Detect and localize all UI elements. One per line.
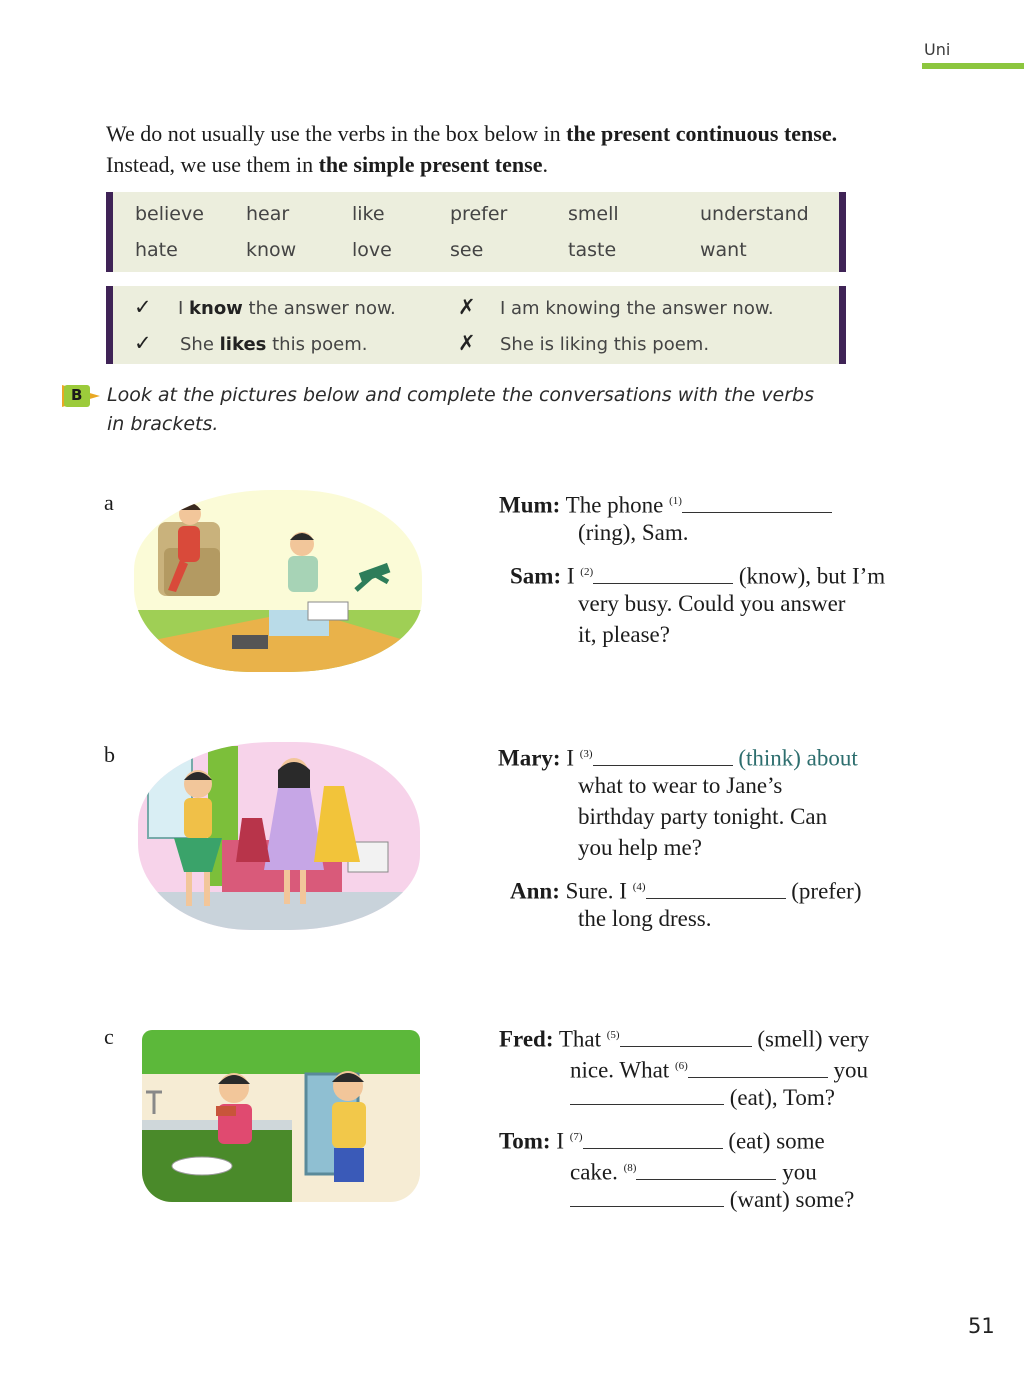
illustration-mum-and-sam (134, 490, 422, 672)
answer-blank-2[interactable] (593, 563, 733, 584)
example-text: this poem. (266, 334, 368, 355)
intro-bold-2: the simple present tense (318, 152, 543, 177)
section-b-tag (62, 385, 102, 407)
dialogue-text: I (566, 745, 580, 771)
answer-blank-6a[interactable] (688, 1057, 828, 1078)
verb-box-right-edge (839, 192, 846, 272)
verb-word: prefer (450, 203, 508, 225)
verb-word: see (450, 239, 484, 261)
speaker-fred: Fred: (499, 1026, 554, 1052)
dialogue-text: nice. What (570, 1057, 675, 1083)
intro-text-3: . (542, 152, 548, 177)
blank-number: (3) (579, 748, 593, 760)
dialogue-sam-line-1 (510, 557, 885, 592)
verb-word: want (700, 239, 747, 261)
dialogue-text: The phone (565, 492, 670, 518)
verb-word: like (352, 203, 385, 225)
answer-blank-7[interactable] (583, 1128, 723, 1149)
dialogue-mary-line-4: you help me? (578, 835, 702, 860)
illustration-fred-and-tom (142, 1030, 420, 1202)
verb-word: smell (568, 203, 619, 225)
dialogue-tom-line-1 (499, 1122, 825, 1157)
dialogue-text: (eat), Tom? (724, 1085, 836, 1110)
wrong-example-2: She is liking this poem. (500, 334, 710, 355)
dialogue-fred-line-2 (570, 1051, 868, 1086)
dialogue-text: (know), but I’m (733, 563, 886, 589)
dialogue-ann-line-1 (510, 872, 861, 907)
answer-blank-6b[interactable] (570, 1084, 724, 1105)
check-icon: ✓ (134, 331, 152, 355)
dialogue-fred-line-1 (499, 1020, 869, 1055)
dialogue-mary-line-2: what to wear to Jane’s (578, 773, 783, 798)
verb-word: love (352, 239, 392, 261)
instruction-line: Look at the pictures below and complete the conversations with the verbs (107, 384, 814, 406)
correct-example-1 (178, 298, 396, 319)
correct-example-2 (180, 334, 367, 355)
blank-number: (5) (606, 1029, 620, 1041)
blank-number: (4) (632, 881, 646, 893)
verb-word: know (246, 239, 297, 261)
dialogue-text: (think) about (732, 745, 858, 771)
dialogue-text: (smell) very (751, 1026, 870, 1052)
dialogue-mary-line-1 (498, 739, 858, 774)
item-letter-b: b (104, 742, 115, 767)
check-icon: ✓ (134, 295, 152, 319)
example-verb: likes (219, 334, 267, 355)
illustration-b-art (138, 742, 420, 930)
dialogue-text: I (556, 1128, 570, 1154)
cross-icon: ✗ (458, 295, 476, 319)
dialogue-tom-line-3 (570, 1184, 854, 1215)
illustration-a-art (134, 490, 422, 672)
unit-tab (922, 38, 1024, 70)
illustration-mary-and-ann (138, 742, 420, 930)
intro-text-2: Instead, we use them in (106, 152, 319, 177)
dialogue-sam-line-2: very busy. Could you answer (578, 591, 846, 616)
dialogue-text: you (776, 1159, 817, 1185)
dialogue-text: (prefer) (785, 878, 862, 904)
dialogue-text: I (566, 563, 581, 589)
verb-word: understand (700, 203, 809, 225)
speaker-mary: Mary: (498, 745, 561, 771)
dialogue-text: cake. (570, 1159, 624, 1185)
dialogue-mum-line-1 (499, 486, 832, 521)
verb-word: taste (568, 239, 617, 261)
example-text: the answer now. (242, 298, 396, 319)
illustration-c-art (142, 1030, 420, 1202)
blank-number: (1) (669, 495, 682, 507)
dialogue-mum-line-2: (ring), Sam. (578, 520, 689, 545)
instruction-line: in brackets. (107, 413, 219, 435)
verb-box (106, 192, 846, 272)
dialogue-text: Sure. I (565, 878, 633, 904)
section-b-instruction (107, 381, 847, 439)
example-verb: know (189, 298, 243, 319)
example-text: I (178, 298, 190, 319)
dialogue-ann-line-2: the long dress. (578, 906, 712, 931)
dialogue-text: (want) some? (724, 1187, 855, 1212)
dialogue-sam-line-3: it, please? (578, 622, 670, 647)
dialogue-text: (eat) some (722, 1128, 825, 1154)
intro-text-1: We do not usually use the verbs in the box below in (106, 121, 567, 146)
examples-box-right-edge (839, 286, 846, 364)
examples-box-left-edge (106, 286, 113, 364)
speaker-ann: Ann: (510, 878, 560, 904)
intro-bold-1: the present continuous tense. (566, 121, 838, 146)
blank-number: (7) (569, 1131, 583, 1143)
dialogue-tom-line-2 (570, 1153, 817, 1188)
speaker-mum: Mum: (499, 492, 561, 518)
cross-icon: ✗ (458, 331, 476, 355)
blank-number: (2) (580, 566, 594, 578)
dialogue-text: That (558, 1026, 607, 1052)
unit-tab-bar (922, 63, 1024, 69)
unit-tab-label: Uni (924, 40, 951, 59)
verb-word: believe (135, 203, 204, 225)
speaker-tom: Tom: (499, 1128, 551, 1154)
grammar-intro (106, 118, 876, 180)
item-letter-c: c (104, 1024, 114, 1049)
example-text: She (180, 334, 220, 355)
dialogue-mary-line-3: birthday party tonight. Can (578, 804, 828, 829)
verb-box-left-edge (106, 192, 113, 272)
wrong-example-1: I am knowing the answer now. (500, 298, 774, 319)
blank-number: (6) (674, 1060, 688, 1072)
section-tag-letter: B (71, 386, 83, 404)
verb-word: hate (135, 239, 178, 261)
dialogue-text: you (827, 1057, 869, 1083)
blank-number: (8) (623, 1162, 637, 1174)
verb-word: hear (246, 203, 290, 225)
page-number: 51 (968, 1314, 995, 1338)
examples-box (106, 286, 846, 364)
answer-blank-4[interactable] (646, 878, 786, 899)
answer-blank-8a[interactable] (636, 1159, 776, 1180)
item-letter-a: a (104, 490, 114, 515)
answer-blank-8b[interactable] (570, 1186, 724, 1207)
answer-blank-5[interactable] (620, 1026, 752, 1047)
speaker-sam: Sam: (510, 563, 562, 589)
dialogue-fred-line-3 (570, 1082, 835, 1113)
answer-blank-3[interactable] (593, 745, 733, 766)
answer-blank-1[interactable] (682, 492, 832, 513)
